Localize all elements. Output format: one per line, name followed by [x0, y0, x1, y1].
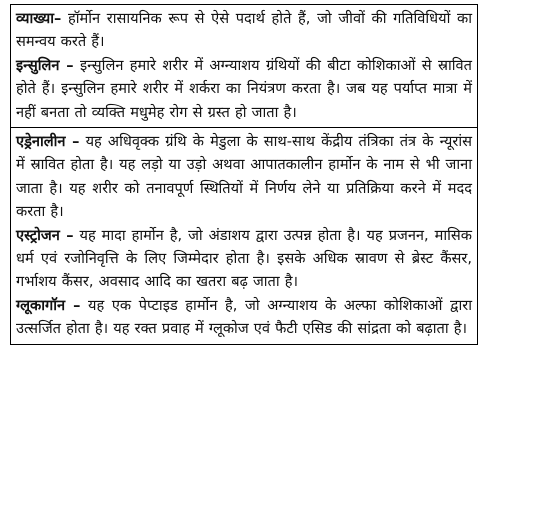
text-insulin: इन्सुलिन हमारे शरीर में अग्न्याशय ग्रंथियों की बीटा कोशिकाओं से स्रावित होते हैं। इन्सुलिन हमारे शरीर में शर्करा का नियंत्रण करता है। जब यह पर्याप्त मात्रा में नहीं बनता तो व्यक्ति मधुमेह रोग से ग्रस्त हो जाता है। — [16, 56, 472, 121]
text-estrogen: यह मादा हार्मोन है, जो अंडाशय द्वारा उत्पन्न होता है। यह प्रजनन, मासिक धर्म एवं रजोनिवृत्ति के लिए जिम्मेदार होता है। इसके अधिक स्रावण से ब्रेस्ट कैंसर, गर्भाशय कैंसर, अवसाद आदि का खतरा बढ़ जाता है। — [16, 226, 472, 291]
term-glucagon: ग्लूकागॉन – — [16, 296, 81, 314]
term-insulin: इन्सुलिन – — [16, 56, 74, 74]
text-definition: हॉर्मोन रासायनिक रूप से ऐसे पदार्थ होते हैं, जो जीवों की गतिविधियों का समन्वय करते हैं। — [16, 10, 472, 51]
section-definition-insulin — [11, 5, 477, 127]
term-definition: व्याख्या– — [16, 10, 62, 27]
term-estrogen: एस्ट्रोजन – — [16, 226, 74, 244]
text-glucagon: यह एक पेप्टाइड हार्मोन है, जो अग्न्याशय के अल्फा कोशिकाओं द्वारा उत्सर्जित होता है। यह रक्त प्रवाह में ग्लूकोज एवं फैटी एसिड की सांद्रता को बढ़ाता है। — [16, 296, 472, 338]
hormone-notes-document — [10, 4, 478, 345]
text-adrenaline: यह अधिवृक्क ग्रंथि के मेडुला के साथ-साथ केंद्रीय तंत्रिका तंत्र के न्यूरांस में स्रावित होता है। यह लड़ो या उड़ो अथवा आपातकालीन हार्मोन के नाम से भी जाना जाता है। यह शरीर को तनावपूर्ण स्थितियों में निर्णय लेने या प्रतिक्रिया करने में मदद करता है। — [16, 133, 472, 221]
paragraph-adrenaline — [16, 130, 472, 224]
paragraph-insulin — [16, 54, 472, 124]
paragraph-estrogen — [16, 224, 472, 294]
section-adrenaline-estrogen-glucagon — [11, 127, 477, 344]
paragraph-glucagon — [16, 294, 472, 341]
paragraph-definition — [16, 7, 472, 54]
term-adrenaline: एड्रेनालीन – — [16, 133, 80, 151]
